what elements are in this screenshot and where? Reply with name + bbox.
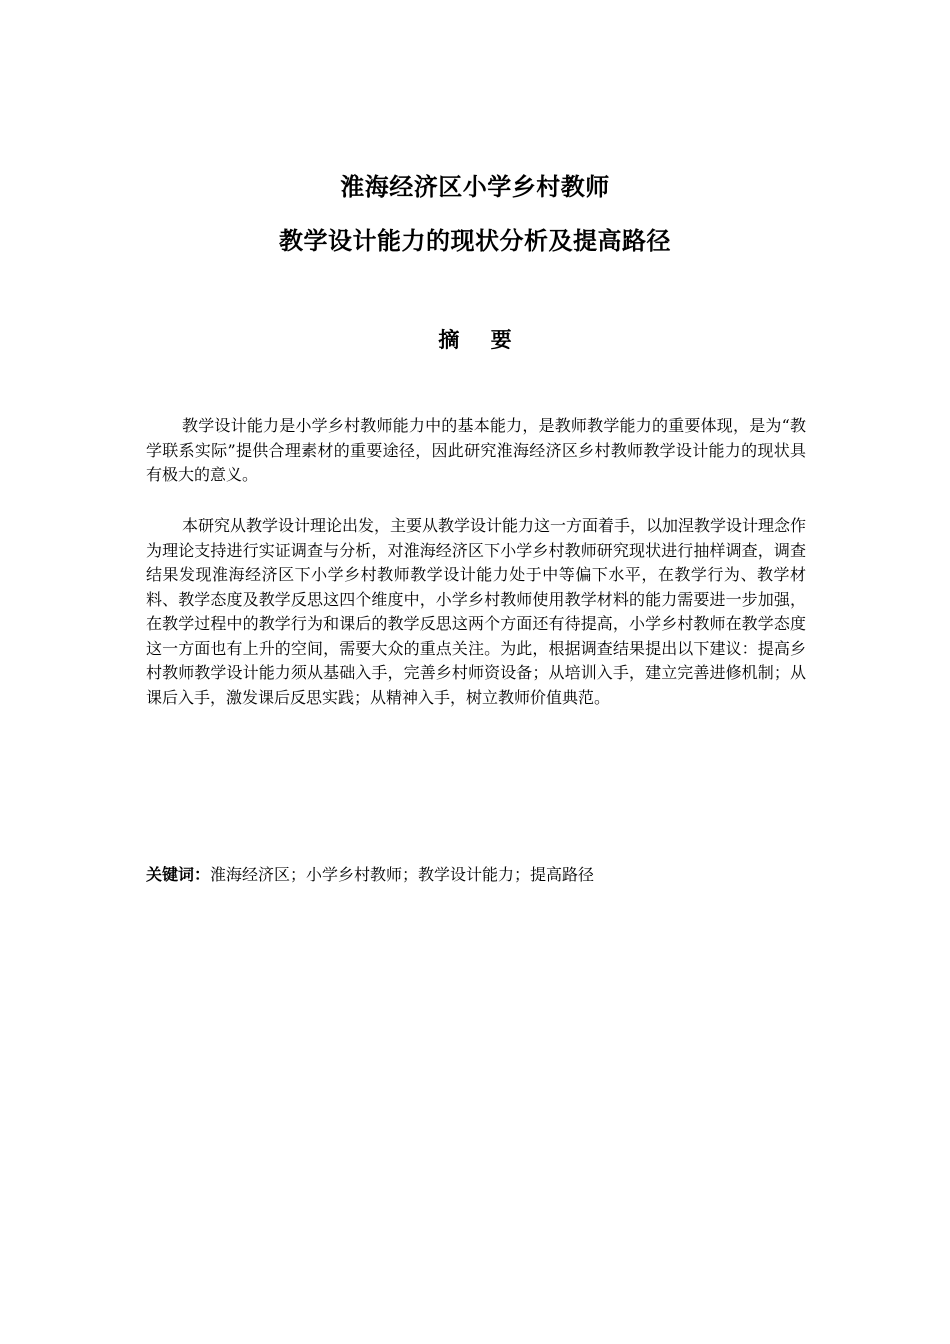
keywords-text: 淮海经济区；小学乡村教师；教学设计能力；提高路径 <box>210 865 595 884</box>
keywords-line <box>146 863 806 887</box>
abstract-paragraph-2: 本研究从教学设计理论出发，主要从教学设计能力这一方面着手，以加涅教学设计理念作为理论支持进行实证调查与分析，对淮海经济区下小学乡村教师研究现状进行抽样调查，调查结果发现淮海经济区下小学乡村教师教学设计能力处于中等偏下水平，在教学行为、教学材料、教学态度及教学反思这四个维度中，小学乡村教师使用教学材料的能力需要进一步加强，在教学过程中的教学行为和课后的教学反思这两个方面还有待提高，小学乡村教师在教学态度这一方面也有上升的空间，需要大众的重点关注。为此，根据调查结果提出以下建议：提高乡村教师教学设计能力须从基础入手，完善乡村师资设备；从培训入手，建立完善进修机制；从课后入手，激发课后反思实践；从精神入手，树立教师价值典范。 <box>146 516 807 707</box>
keywords-label: 关键词： <box>146 865 211 884</box>
abstract-heading: 摘 要 <box>438 328 524 352</box>
document-title-line-1: 淮海经济区小学乡村教师 <box>340 173 610 201</box>
abstract-paragraph-1: 教学设计能力是小学乡村教师能力中的基本能力，是教师教学能力的重要体现，是为“教学联系实际”提供合理素材的重要途径，因此研究淮海经济区乡村教师教学设计能力的现状具有极大的意义。 <box>146 416 806 484</box>
document-title-line-2: 教学设计能力的现状分析及提高路径 <box>279 227 671 255</box>
